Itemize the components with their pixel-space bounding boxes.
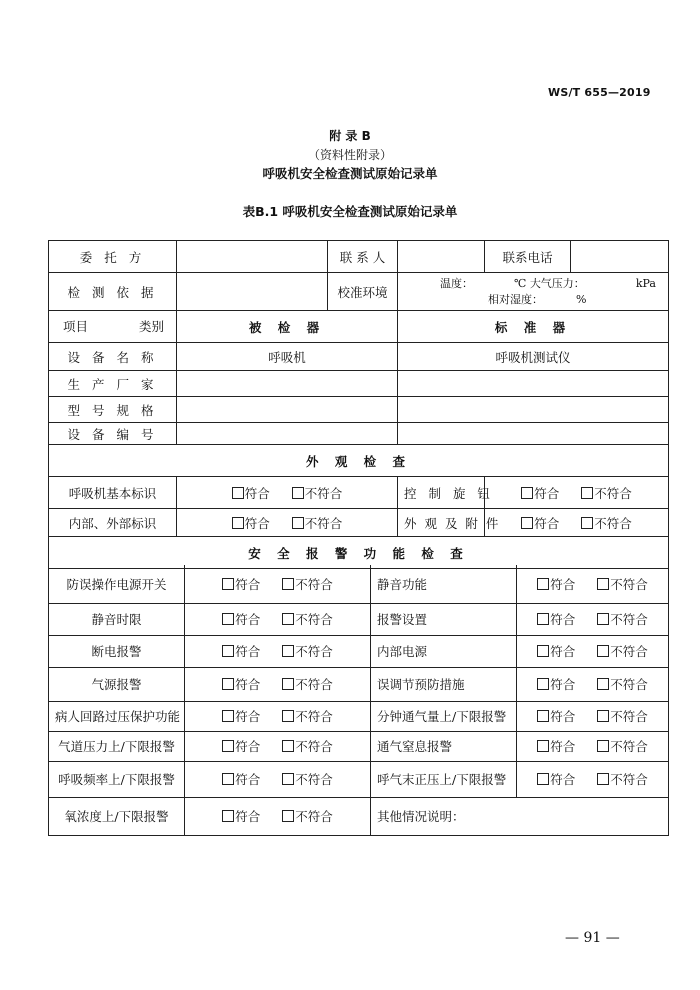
alarm-item-label: 呼吸频率上/下限报警 — [49, 761, 185, 797]
temp-label: 温度： — [440, 276, 473, 290]
checkbox-icon[interactable] — [597, 613, 609, 625]
checkbox-icon[interactable] — [521, 487, 533, 499]
checkbox-icon[interactable] — [537, 773, 549, 785]
appendix-name: 呼吸机安全检查测试原始记录单 — [262, 166, 438, 181]
checkbox-icon[interactable] — [222, 810, 234, 822]
checkbox-icon[interactable] — [537, 645, 549, 657]
alarm-item-label: 内部电源 — [371, 635, 517, 667]
checkbox-icon[interactable] — [222, 740, 234, 752]
alarm-check[interactable]: 符合 不符合 — [185, 761, 371, 797]
item-label: 项目 — [63, 319, 89, 334]
humidity-label: 相对湿度： — [488, 292, 543, 306]
alarm-item-label: 通气窒息报警 — [371, 731, 517, 761]
checkbox-icon[interactable] — [222, 710, 234, 722]
record-table-alarm — [48, 565, 669, 836]
alarm-item-label: 静音功能 — [371, 565, 517, 603]
checkbox-icon[interactable] — [282, 645, 294, 657]
alarm-item-label: 氧浓度上/下限报警 — [49, 797, 185, 835]
appearance-check[interactable]: 符合 不符合 — [177, 477, 398, 509]
alarm-row — [49, 667, 669, 701]
appearance-title: 外 观 检 查 — [49, 445, 669, 477]
alarm-check[interactable]: 符合 不符合 — [185, 667, 371, 701]
pressure-label: 大气压力： — [529, 276, 585, 290]
checkbox-icon[interactable] — [537, 740, 549, 752]
appearance-check[interactable]: 符合 不符合 — [485, 477, 669, 509]
dut-value[interactable] — [177, 397, 398, 423]
alarm-title: 安 全 报 警 功 能 检 查 — [49, 537, 669, 569]
appearance-check[interactable]: 符合 不符合 — [177, 509, 398, 537]
checkbox-icon[interactable] — [282, 773, 294, 785]
humidity-unit: % — [576, 292, 587, 306]
appearance-label: 内部、外部标识 — [49, 509, 177, 537]
checkbox-icon[interactable] — [282, 810, 294, 822]
std-header: 标 准 器 — [398, 311, 669, 343]
checkbox-icon[interactable] — [521, 517, 533, 529]
checkbox-icon[interactable] — [537, 578, 549, 590]
record-table-upper — [48, 240, 669, 569]
alarm-row — [49, 565, 669, 603]
client-value[interactable] — [177, 241, 328, 273]
alarm-check[interactable]: 符合 不符合 — [517, 761, 669, 797]
temp-unit: ℃ — [514, 276, 527, 290]
checkbox-icon[interactable] — [597, 645, 609, 657]
alarm-item-label: 误调节预防措施 — [371, 667, 517, 701]
dut-value[interactable]: 呼吸机 — [177, 343, 398, 371]
appendix-subtitle: （资料性附录） — [307, 148, 392, 162]
contact-label: 联 系 人 — [328, 241, 398, 273]
checkbox-icon[interactable] — [222, 645, 234, 657]
std-value[interactable]: 呼吸机测试仪 — [398, 343, 669, 371]
phone-value[interactable] — [571, 241, 669, 273]
alarm-item-label: 报警设置 — [371, 603, 517, 635]
alarm-row — [49, 603, 669, 635]
alarm-item-label: 气源报警 — [49, 667, 185, 701]
dut-value[interactable] — [177, 423, 398, 445]
appearance-check[interactable]: 符合 不符合 — [485, 509, 669, 537]
device-row-label: 生 产 厂 家 — [49, 371, 177, 397]
checkbox-icon[interactable] — [292, 517, 304, 529]
checkbox-icon[interactable] — [282, 613, 294, 625]
other-notes[interactable]: 其他情况说明： — [371, 797, 669, 835]
checkbox-icon[interactable] — [222, 773, 234, 785]
alarm-item-label: 断电报警 — [49, 635, 185, 667]
alarm-row — [49, 797, 669, 835]
alarm-check[interactable]: 符合 不符合 — [517, 731, 669, 761]
checkbox-icon[interactable] — [597, 740, 609, 752]
device-row-label: 设 备 名 称 — [49, 343, 177, 371]
checkbox-icon[interactable] — [222, 578, 234, 590]
alarm-item-label: 呼气末正压上/下限报警 — [371, 761, 517, 797]
checkbox-icon[interactable] — [222, 678, 234, 690]
alarm-check[interactable]: 符合 不符合 — [185, 731, 371, 761]
checkbox-icon[interactable] — [537, 613, 549, 625]
appearance-label: 呼吸机基本标识 — [49, 477, 177, 509]
env-values[interactable] — [398, 273, 669, 311]
alarm-row — [49, 731, 669, 761]
alarm-row — [49, 761, 669, 797]
checkbox-icon[interactable] — [282, 740, 294, 752]
checkbox-icon[interactable] — [232, 487, 244, 499]
alarm-check[interactable]: 符合 不符合 — [185, 603, 371, 635]
alarm-check[interactable]: 符合 不符合 — [517, 635, 669, 667]
alarm-check[interactable]: 符合 不符合 — [517, 603, 669, 635]
alarm-item-label: 防误操作电源开关 — [49, 565, 185, 603]
appearance-label: 外 观 及 附 件 — [398, 509, 485, 537]
alarm-check[interactable]: 符合 不符合 — [517, 667, 669, 701]
alarm-check[interactable]: 符合 不符合 — [185, 565, 371, 603]
basis-value[interactable] — [177, 273, 328, 311]
pressure-unit: kPa — [635, 276, 656, 290]
std-value[interactable] — [398, 371, 669, 397]
alarm-row — [49, 701, 669, 731]
device-row-label: 型 号 规 格 — [49, 397, 177, 423]
standard-number: WS/T 655—2019 — [548, 86, 651, 99]
item-category-header — [49, 311, 177, 343]
dut-header: 被 检 器 — [177, 311, 398, 343]
env-label: 校准环境 — [328, 273, 398, 311]
checkbox-icon[interactable] — [292, 487, 304, 499]
checkbox-icon[interactable] — [282, 710, 294, 722]
alarm-check[interactable]: 符合 不符合 — [185, 701, 371, 731]
appearance-label: 控 制 旋 钮 — [398, 477, 485, 509]
checkbox-icon[interactable] — [282, 678, 294, 690]
std-value[interactable] — [398, 397, 669, 423]
client-label: 委 托 方 — [49, 241, 177, 273]
alarm-item-label: 气道压力上/下限报警 — [49, 731, 185, 761]
alarm-check[interactable]: 符合 不符合 — [517, 701, 669, 731]
checkbox-icon[interactable] — [232, 517, 244, 529]
contact-value[interactable] — [398, 241, 485, 273]
alarm-row — [49, 635, 669, 667]
alarm-check[interactable]: 符合 不符合 — [185, 635, 371, 667]
category-label: 类别 — [138, 319, 164, 334]
alarm-item-label: 分钟通气量上/下限报警 — [371, 701, 517, 731]
checkbox-icon[interactable] — [537, 678, 549, 690]
std-value[interactable] — [398, 423, 669, 445]
page-number: — 91 — — [565, 930, 620, 946]
device-row-label: 设 备 编 号 — [49, 423, 177, 445]
checkbox-icon[interactable] — [597, 578, 609, 590]
checkbox-icon[interactable] — [597, 678, 609, 690]
alarm-check[interactable]: 符合 不符合 — [517, 565, 669, 603]
alarm-item-label: 静音时限 — [49, 603, 185, 635]
table-title: 表B.1 呼吸机安全检查测试原始记录单 — [242, 204, 458, 219]
appendix-title: 附 录 B — [329, 129, 371, 143]
checkbox-icon[interactable] — [597, 773, 609, 785]
alarm-item-label: 病人回路过压保护功能 — [49, 701, 185, 731]
checkbox-icon[interactable] — [597, 710, 609, 722]
checkbox-icon[interactable] — [222, 613, 234, 625]
checkbox-icon[interactable] — [537, 710, 549, 722]
checkbox-icon[interactable] — [581, 517, 593, 529]
checkbox-icon[interactable] — [581, 487, 593, 499]
phone-label: 联系电话 — [485, 241, 571, 273]
alarm-check[interactable]: 符合 不符合 — [185, 797, 371, 835]
dut-value[interactable] — [177, 371, 398, 397]
basis-label: 检 测 依 据 — [49, 273, 177, 311]
checkbox-icon[interactable] — [282, 578, 294, 590]
